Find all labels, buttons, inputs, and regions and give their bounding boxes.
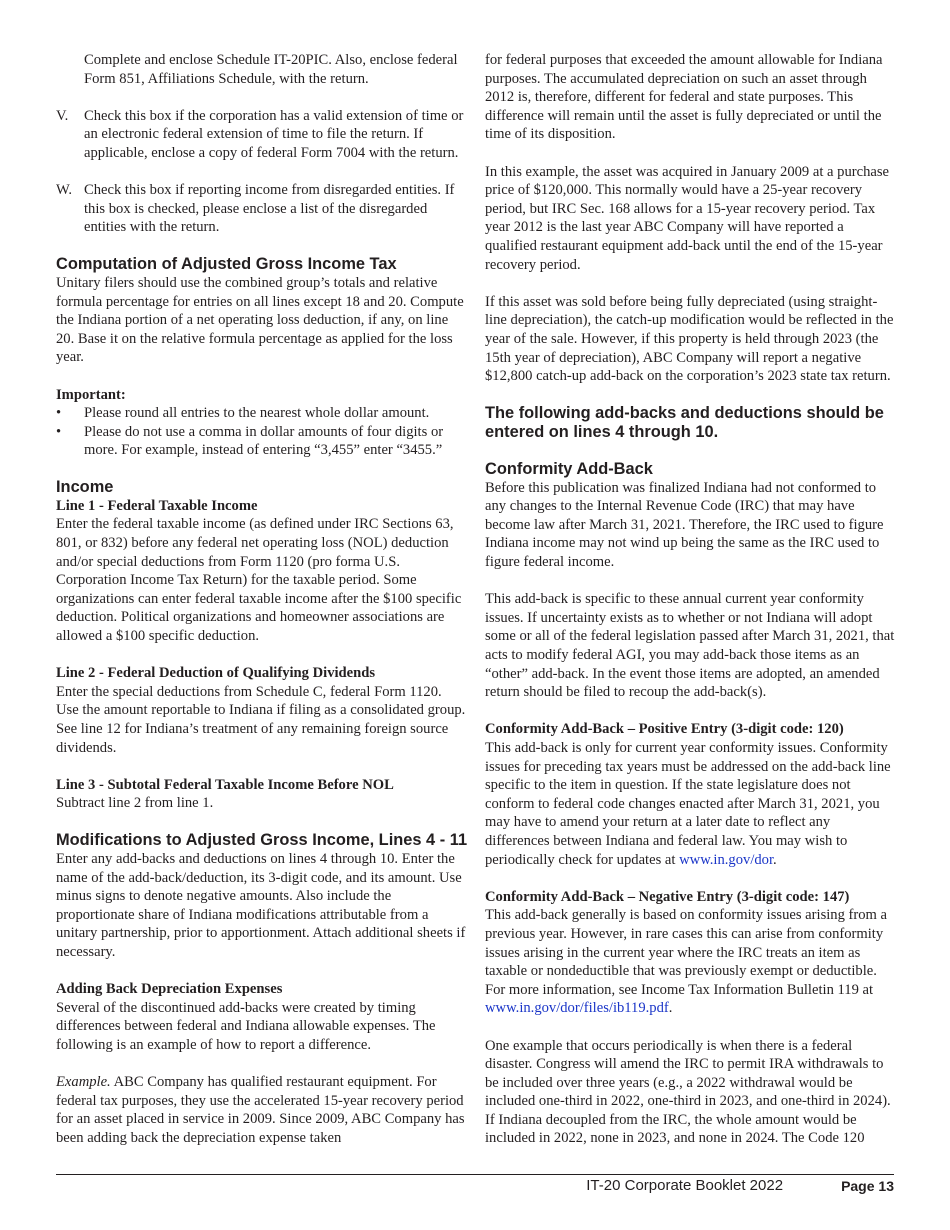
line3-paragraph: Subtract line 2 from line 1. <box>56 795 214 812</box>
item-v-text: Check this box if the corporation has a valid extension of time or an electronic federal extension of time to file the return. If applicable, enclose a copy of federal Form 7004 with the return. <box>84 107 464 161</box>
example-paragraph <box>56 1073 468 1147</box>
final-paragraph: One example that occurs periodically is when there is a federal disaster. Congress will amend the IRC to permit IRA withdrawals to be included over three years (e.g., a 2022 withdrawal would be included one-third in 2022, one-third in 2023, and one-third in 2024). If Indiana decoupled from the IRC, the whole amount would be included in 2022, none in 2023, and none in 2024. The Code 120 <box>485 1037 891 1147</box>
list-item <box>56 423 468 460</box>
line1-paragraph: Enter the federal taxable income (as defined under IRC Sections 63, 801, or 832) before any federal net operating loss (NOL) deduction and/or special deductions from Form 1120 (pro forma U.S. Corporation Income Tax Return) for the taxable period. Some organizations can enter federal taxable income after the $100 specific deduction. Political organizations and homeowner associations are allowed a $100 specific deduction. <box>56 516 462 645</box>
example-paragraph-2: In this example, the asset was acquired in January 2009 at a purchase price of $120,000. This normally would have a 25-year recovery period, but IRC Sec. 168 allows for a 15-year recovery period. Tax year 2012 is the last year ABC Company will have reported a qualified restaurant equipment add-back until the end of the 15-year recovery period. <box>485 163 890 273</box>
footer-divider <box>56 1174 894 1175</box>
item-w <box>56 181 468 237</box>
page-footer <box>586 1177 894 1195</box>
list-item-text: Please round all entries to the nearest whole dollar amount. <box>84 405 430 422</box>
list-item <box>56 404 468 423</box>
positive-entry-heading: Conformity Add-Back – Positive Entry (3-digit code: 120) <box>485 721 844 738</box>
example-text: ABC Company has qualified restaurant equipment. For federal tax purposes, they use the accelerated 15-year recovery period for an asset placed in service in 2009. Since 2009, ABC Company has been adding back the depreciation expense taken <box>56 1074 465 1146</box>
conformity-paragraph-1: Before this publication was finalized Indiana had not conformed to any changes to the Internal Revenue Code (IRC) that may have become law after March 31, 2021. Therefore, the IRC used to figure Indiana income may not wind up being the same as the IRC used to figure federal income. <box>485 479 884 571</box>
item-v <box>56 107 468 163</box>
modifications-paragraph: Enter any add-backs and deductions on lines 4 through 10. Enter the name of the add-back/deduction, its 3-digit code, and its amount. Use minus signs to denote negative amounts. Also include the proportionate share of Indiana modifications attributable from a unitary partnership, prior to apportionment. Attach additional sheets if necessary. <box>56 850 466 960</box>
example-paragraph-3: If this asset was sold before being fully depreciated (using straight-line depreciation), the catch-up modification would be reflected in the year of the sale. However, if this property is held through 2023 (the 15th year of depreciation), ABC Company will report a negative $12,800 catch-up add-back on the corporation’s 2023 state tax return. <box>485 293 894 385</box>
conformity-paragraph-2: This add-back is specific to these annual current year conformity issues. If uncertainty exists as to whether or not Indiana will adopt some or all of the federal legislation passed after March 31, 2021, that acts to modify federal AGI, you may add-back those items as an “other” add-back. In the event those items are adopted, an amended return should be filed to recoup the add-back(s). <box>485 591 895 701</box>
positive-entry-text: This add-back is only for current year conformity issues. Conformity issues for preceding tax years must be addressed on the add-back line specific to the item in question. If the state legislature does not conform to federal code changes enacted after March 31, 2021, you may have to amend your return at a later date to reflect any differences between Indiana and federal law. You may wish to periodically check for updates at <box>485 740 891 868</box>
conformity-heading: Conformity Add-Back <box>485 459 653 478</box>
page-number: Page 13 <box>841 1178 894 1194</box>
booklet-title: IT-20 Corporate Booklet 2022 <box>586 1177 784 1194</box>
dor-link[interactable]: www.in.gov/dor <box>679 851 774 868</box>
positive-entry-paragraph <box>485 739 897 869</box>
line3-heading: Line 3 - Subtotal Federal Taxable Income Before NOL <box>56 776 394 793</box>
line1-heading: Line 1 - Federal Taxable Income <box>56 497 258 514</box>
computation-paragraph: Unitary filers should use the combined group’s totals and relative formula percentage for entries on all lines except 18 and 20. Compute the Indiana portion of a net operating loss deduction, if any, on line 20. Base it on the relative formula percentage as applied for the loss year. <box>56 274 464 366</box>
negative-entry-end: . <box>668 1000 673 1017</box>
bullet-icon: • <box>56 423 62 440</box>
important-list <box>56 404 468 460</box>
important-label: Important: <box>56 386 126 403</box>
depreciation-heading: Adding Back Depreciation Expenses <box>56 981 283 998</box>
intro-paragraph: Complete and enclose Schedule IT-20PIC. Also, enclose federal Form 851, Affiliations Schedule, with the return. <box>84 52 458 87</box>
depreciation-paragraph: Several of the discontinued add-backs were created by timing differences between federal and Indiana allowable expenses. The following is an example of how to report a difference. <box>56 999 436 1053</box>
ib119-link[interactable]: www.in.gov/dor/files/ib119.pdf <box>485 1000 669 1017</box>
item-v-letter: V. <box>56 107 69 124</box>
negative-entry-text: This add-back generally is based on conformity issues arising from a previous year. However, in rare cases this can arise from conformity issues arising in the current year where the IRC treats an item as taxable or nondeductible that was previously exempt or deductible. For more information, see Income Tax Information Bulletin 119 at <box>485 907 888 998</box>
computation-heading: Computation of Adjusted Gross Income Tax <box>56 254 397 273</box>
right-column <box>485 51 897 1148</box>
addbacks-heading: The following add-backs and deductions should be entered on lines 4 through 10. <box>485 403 884 441</box>
positive-entry-end: . <box>773 851 777 868</box>
negative-entry-heading: Conformity Add-Back – Negative Entry (3-digit code: 147) <box>485 888 850 905</box>
list-item-text: Please do not use a comma in dollar amounts of four digits or more. For example, instead of entering “3,455” enter “3455.” <box>84 423 444 459</box>
example-label: Example. <box>56 1074 111 1091</box>
line2-heading: Line 2 - Federal Deduction of Qualifying Dividends <box>56 665 376 682</box>
left-column <box>56 51 468 1147</box>
item-w-text: Check this box if reporting income from disregarded entities. If this box is checked, please enclose a list of the disregarded entities with the return. <box>84 182 455 236</box>
item-w-letter: W. <box>56 182 73 199</box>
income-heading: Income <box>56 477 114 496</box>
continued-paragraph: for federal purposes that exceeded the amount allowable for Indiana purposes. The accumulated depreciation on such an asset through 2012 is, therefore, different for federal and state purposes. This difference will remain until the asset is fully depreciated or until the time of its disposition. <box>485 52 883 143</box>
negative-entry-paragraph <box>485 906 897 1018</box>
line2-paragraph: Enter the special deductions from Schedule C, federal Form 1120. Use the amount reportable to Indiana if filing as a consolidated group. See line 12 for Indiana’s treatment of any remaining foreign source dividends. <box>56 683 466 756</box>
bullet-icon: • <box>56 405 62 422</box>
modifications-heading: Modifications to Adjusted Gross Income, Lines 4 - 11 <box>56 830 468 849</box>
